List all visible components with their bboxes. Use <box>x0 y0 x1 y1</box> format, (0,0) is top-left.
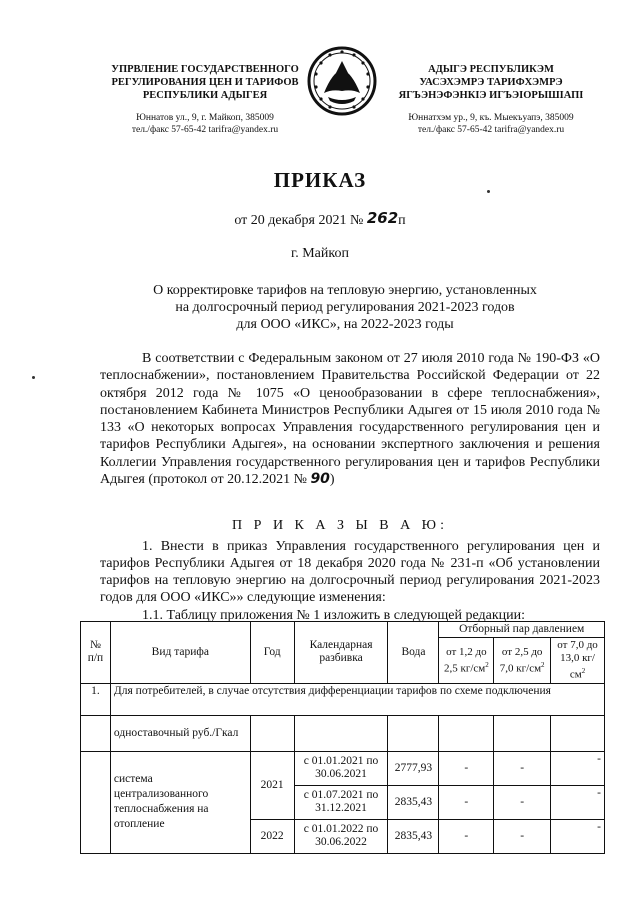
row-steam-1: - <box>439 819 494 853</box>
preamble-paragraph <box>100 350 600 488</box>
subject-line: на долгосрочный период регулирования 2021-2023 годов <box>175 300 515 315</box>
document-subject <box>90 282 600 333</box>
header-right-line: ЯГЪЭНЭФЭНКIЭ ИГЪЭIОРЫШIАПI <box>398 90 584 101</box>
coat-of-arms-icon <box>306 43 378 119</box>
steam-3-text: от 7,0 до 13,0 кг/см <box>557 639 598 681</box>
header-right-line: АДЫГЭ РЕСПУБЛИКЭМ <box>428 64 554 75</box>
date-suffix: п <box>398 213 406 228</box>
date-text: от 20 декабря 2021 № <box>234 213 364 228</box>
preamble-text: В соответствии с Федеральным законом от 27 июля 2010 года № 190-ФЗ «О теплоснабжении», постановлением Правительства Российской Федерации от 22 октября 2012 года № 1075 «О ценообразовании в сфере теплоснабжения», постановлением Кабинета Министров Республики Адыгея от 15 июля 2010 года № 133 «О некоторых вопросах Управления государственного регулирования цен и тарифов Республики Адыгея», на основании экспертного заключения и решения Коллегии Управления государственного регулирования цен и тарифов Республики Адыгея (протокол от 20.12.2021 № <box>100 351 600 488</box>
empty-cell <box>388 715 439 751</box>
row-period: с 01.07.2021 по 31.12.2021 <box>294 785 388 819</box>
col-header-period: Календарная разбивка <box>294 622 388 684</box>
row-steam-1: - <box>439 751 494 785</box>
table-row <box>81 683 605 715</box>
row-water: 2777,93 <box>388 751 439 785</box>
row-system: система централизованного теплоснабжения на отопление <box>110 751 250 853</box>
superscript: 2 <box>541 660 545 669</box>
preamble-end: ) <box>329 472 335 488</box>
row-steam-2: - <box>494 819 551 853</box>
col-header-water: Вода <box>388 622 439 684</box>
row-period: с 01.01.2021 по 30.06.2021 <box>294 751 388 785</box>
row-steam-3: - <box>551 819 605 853</box>
header-left-line: РЕГУЛИРОВАНИЯ ЦЕН И ТАРИФОВ <box>111 77 299 88</box>
col-header-number: № п/п <box>81 622 111 684</box>
empty-cell <box>494 715 551 751</box>
address-line: Юннатов ул., 9, г. Майкоп, 385009 <box>136 113 274 123</box>
row-year: 2021 <box>250 751 294 819</box>
order-item-1: 1. Внести в приказ Управления государственного регулирования цен и тарифов Республики Адыгея от 18 декабря 2020 года № 231-п «Об установлении тарифов на тепловую энергию на долгосрочный период регулирования 2021-2023 годов для ООО «ИКС»» следующие изменения: <box>100 539 600 605</box>
header-right-line: УАСЭХЭМРЭ ТАРИФХЭМРЭ <box>419 77 563 88</box>
col-header-steam-group: Отборный пар давлением <box>439 622 605 638</box>
tariff-table <box>80 621 605 854</box>
order-item-1-1: 1.1. Таблицу приложения № 1 изложить в следующей редакции: <box>142 608 526 623</box>
scan-speck <box>487 190 490 193</box>
row-steam-2: - <box>494 785 551 819</box>
contact-line: тел./факс 57-65-42 tarifra@yandex.ru <box>131 125 279 135</box>
row-water: 2835,43 <box>388 785 439 819</box>
row-year: 2022 <box>250 819 294 853</box>
table-row <box>81 751 605 785</box>
document-city: г. Майкоп <box>291 246 349 261</box>
subject-line: для ООО «ИКС», на 2022-2023 годы <box>236 317 454 332</box>
table-row <box>81 715 605 751</box>
row-steam-3: - <box>551 785 605 819</box>
row-water: 2835,43 <box>388 819 439 853</box>
empty-cell <box>81 715 111 751</box>
row-rate-type: одноставочный руб./Гкал <box>110 715 250 751</box>
empty-cell <box>551 715 605 751</box>
header-left-title <box>100 63 310 102</box>
document-date <box>0 210 640 229</box>
handwritten-number: 262 <box>366 209 399 227</box>
empty-cell <box>81 751 111 853</box>
empty-cell <box>294 715 388 751</box>
col-header-steam-2 <box>494 638 551 684</box>
document-title: ПРИКАЗ <box>273 168 367 192</box>
address-line: Юннатхэм ур., 9, къ. Мыекъуапэ, 385009 <box>408 113 574 123</box>
header-left-line: РЕСПУБЛИКИ АДЫГЕЯ <box>142 90 268 101</box>
col-header-steam-1 <box>439 638 494 684</box>
superscript: 2 <box>581 667 586 675</box>
header-right-title <box>386 63 596 102</box>
row-number: 1. <box>81 683 111 715</box>
col-header-tariff-type: Вид тарифа <box>110 622 250 684</box>
steam-1-text: от 1,2 до 2,5 кг/см <box>443 645 487 675</box>
contact-line: тел./факс 57-65-42 tarifra@yandex.ru <box>417 125 565 135</box>
empty-cell <box>439 715 494 751</box>
row-steam-1: - <box>439 785 494 819</box>
col-header-year: Год <box>250 622 294 684</box>
steam-2-text: от 2,5 до 7,0 кг/см <box>499 645 543 675</box>
superscript: 2 <box>485 660 489 669</box>
row-period: с 01.01.2022 по 30.06.2022 <box>294 819 388 853</box>
row-steam-3: - <box>551 751 605 785</box>
row-steam-2: - <box>494 751 551 785</box>
empty-cell <box>250 715 294 751</box>
header-right-address <box>386 112 596 136</box>
scan-speck <box>32 376 35 379</box>
row-category: Для потребителей, в случае отсутствия дифференциации тарифов по схеме подключения <box>110 683 604 715</box>
handwritten-protocol-number: 90 <box>310 471 330 488</box>
subject-line: О корректировке тарифов на тепловую энергию, установленных <box>153 283 537 298</box>
header-left-line: УПРВЛЕНИЕ ГОСУДАРСТВЕННОГО <box>111 64 299 75</box>
order-heading: П Р И К А З Ы В А Ю: <box>232 518 448 533</box>
col-header-steam-3 <box>551 638 605 684</box>
header-left-address <box>100 112 310 136</box>
